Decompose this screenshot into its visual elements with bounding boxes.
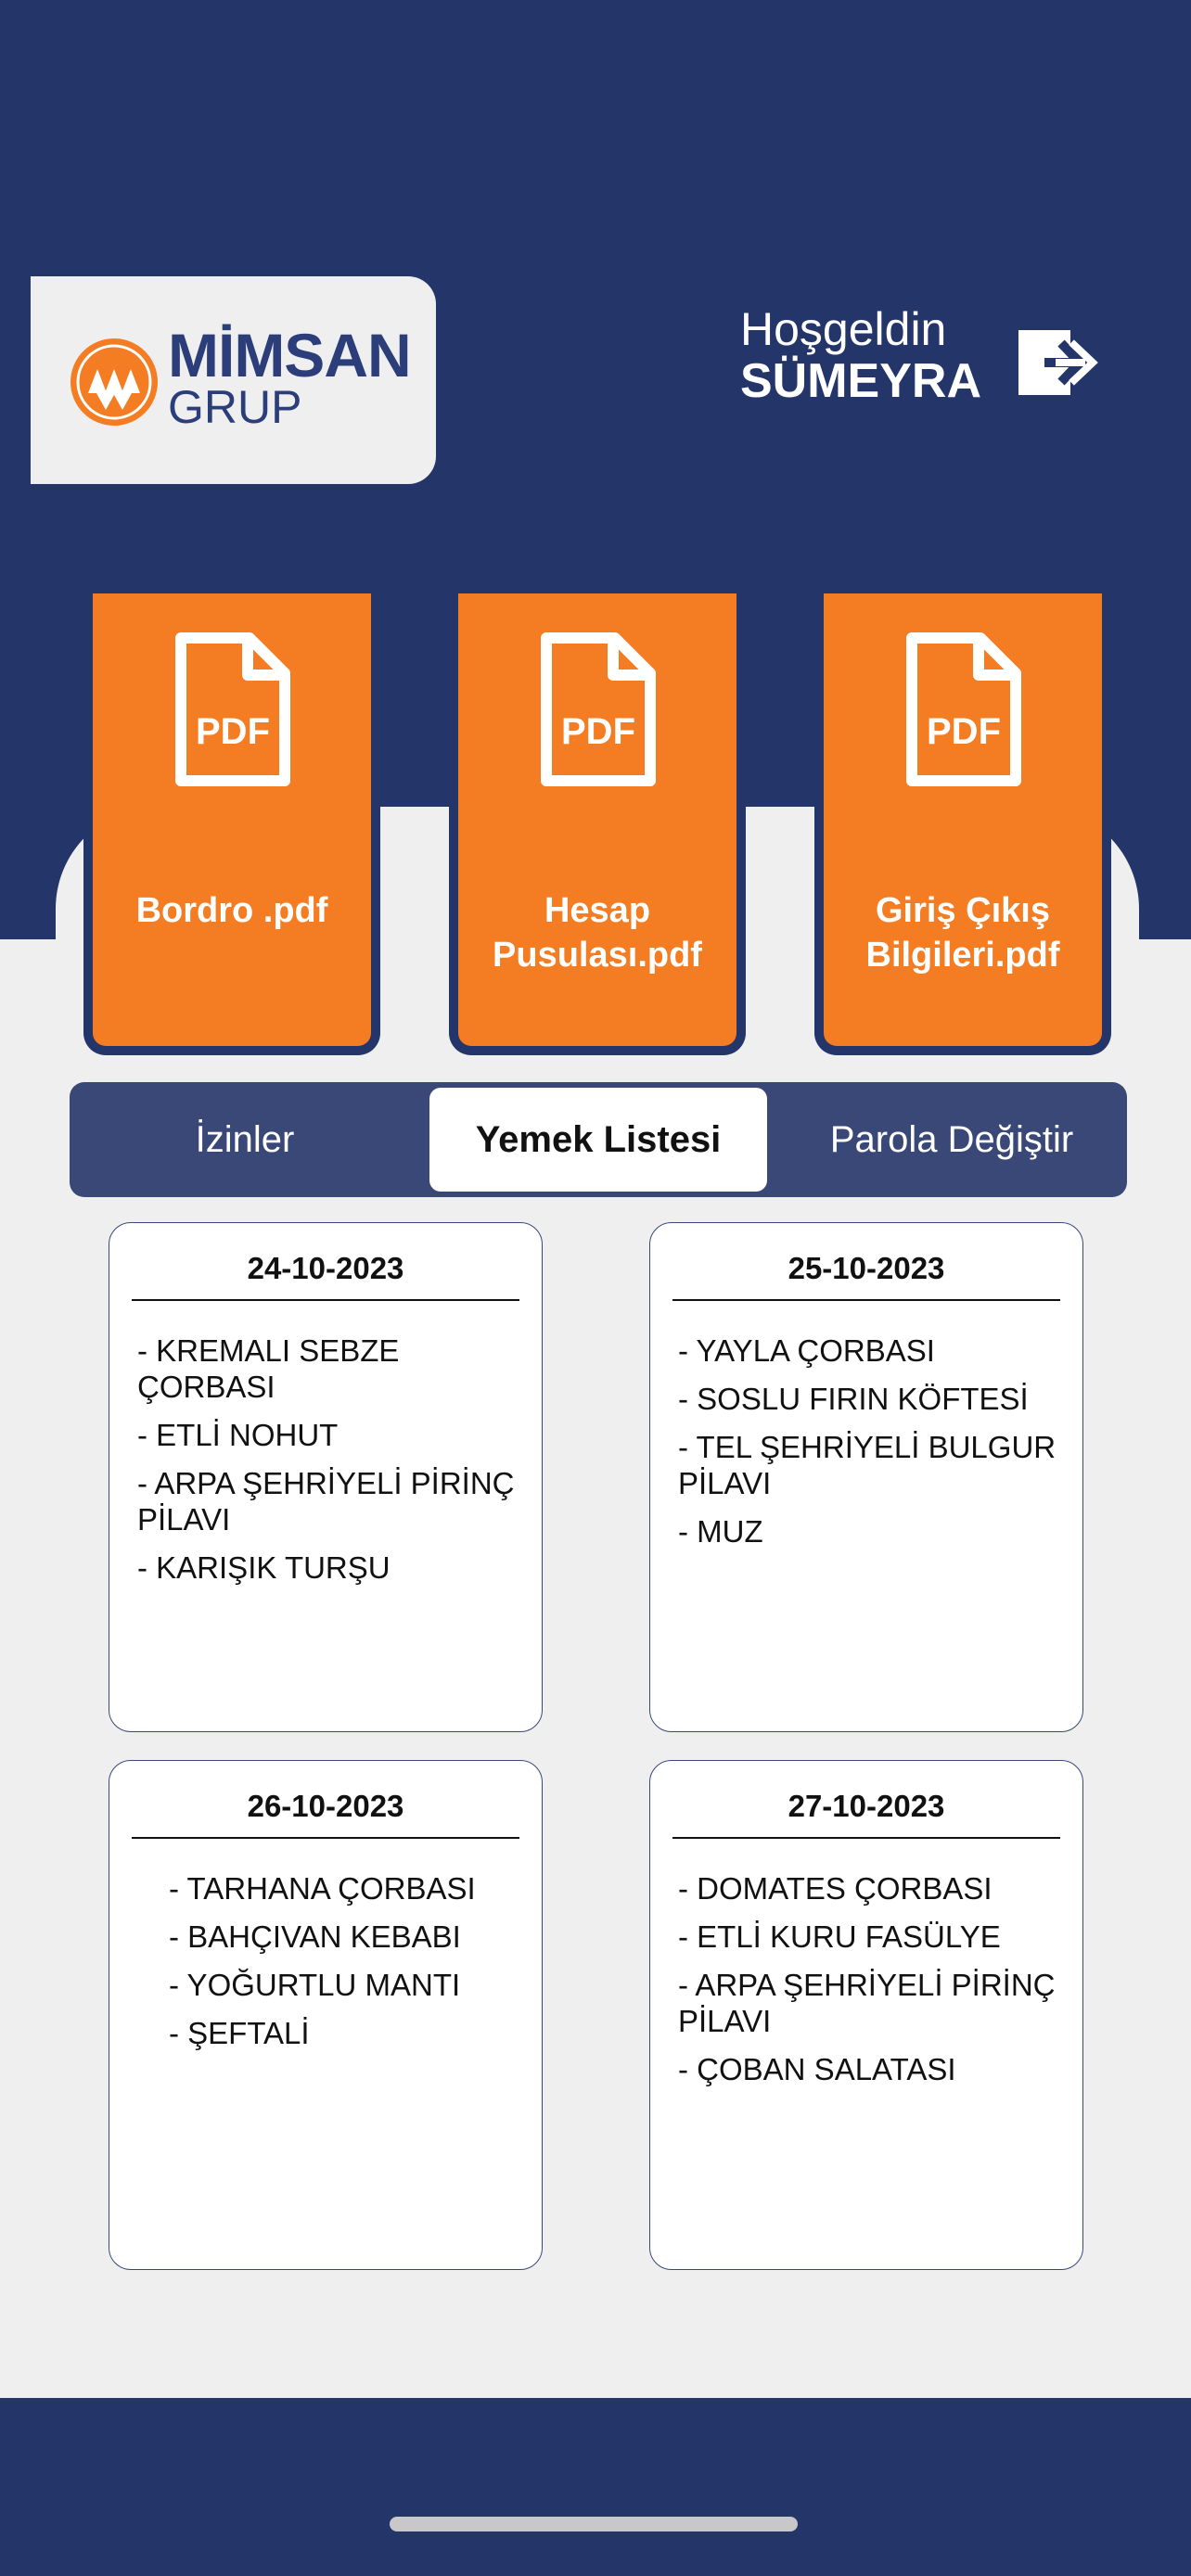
- menu-divider: [672, 1299, 1060, 1301]
- pdf-file-icon: [903, 631, 1023, 788]
- menu-divider: [132, 1837, 519, 1839]
- menu-item: - DOMATES ÇORBASI: [678, 1871, 992, 1906]
- svg-text:PDF: PDF: [561, 711, 635, 752]
- pdf-file-icon: [537, 631, 658, 788]
- tab-parola-degistir[interactable]: Parola Değiştir: [829, 1118, 1074, 1160]
- menu-item: - ETLİ KURU FASÜLYE: [678, 1919, 1001, 1954]
- menu-item: - YOĞURTLU MANTI: [169, 1968, 461, 2002]
- logout-arrow-icon[interactable]: [1018, 330, 1100, 395]
- menu-card-day-1: [109, 1222, 543, 1732]
- menu-item: - BAHÇIVAN KEBABI: [169, 1919, 461, 1954]
- menu-card-day-4: [649, 1760, 1083, 2270]
- menu-item: - MUZ: [678, 1514, 763, 1549]
- menu-item: - YAYLA ÇORBASI: [678, 1333, 935, 1368]
- menu-item: - ÇOBAN SALATASI: [678, 2052, 956, 2086]
- menu-item: - SOSLU FIRIN KÖFTESİ: [678, 1382, 1029, 1416]
- greeting-text: Hoşgeldin: [740, 303, 947, 355]
- menu-card-day-3: [109, 1760, 543, 2270]
- tab-izinler[interactable]: İzinler: [195, 1118, 295, 1160]
- menu-item-list: [169, 1870, 519, 2063]
- menu-item-list: [678, 1333, 1060, 1562]
- menu-divider: [132, 1299, 519, 1301]
- menu-item: - TARHANA ÇORBASI: [169, 1871, 476, 1906]
- menu-item: - KREMALI SEBZE ÇORBASI: [137, 1333, 400, 1404]
- company-logo-card: [31, 276, 436, 484]
- user-name: SÜMEYRA: [740, 354, 982, 408]
- logo-brand-text: MİMSAN: [168, 321, 411, 389]
- document-label: Bordro .pdf: [135, 891, 328, 930]
- menu-date: 24-10-2023: [247, 1251, 404, 1285]
- menu-date: 26-10-2023: [247, 1789, 404, 1823]
- menu-item-list: [678, 1870, 1060, 2099]
- menu-item: - ŞEFTALİ: [169, 2016, 310, 2050]
- document-label: Hesap Pusulası.pdf: [493, 891, 702, 975]
- menu-card-day-2: [649, 1222, 1083, 1732]
- document-bordro[interactable]: [83, 593, 380, 1055]
- document-label: Giriş Çıkış Bilgileri.pdf: [865, 891, 1060, 975]
- menu-item-list: [137, 1333, 519, 1598]
- document-giris-cikis[interactable]: [814, 593, 1111, 1055]
- menu-date: 25-10-2023: [788, 1251, 945, 1285]
- svg-text:PDF: PDF: [196, 711, 270, 752]
- tab-bar: [70, 1082, 1127, 1197]
- menu-item: - KARIŞIK TURŞU: [137, 1550, 391, 1585]
- bottom-bar: [0, 2398, 1191, 2576]
- mimsan-logo-icon: [68, 336, 160, 428]
- logo-sub-text: GRUP: [168, 381, 302, 433]
- menu-item: - ARPA ŞEHRİYELİ PİRİNÇ PİLAVI: [678, 1968, 1056, 2038]
- logo-wordmark: [168, 321, 411, 433]
- menu-item: - TEL ŞEHRİYELİ BULGUR PİLAVI: [678, 1430, 1057, 1500]
- svg-text:PDF: PDF: [927, 711, 1001, 752]
- welcome-block: [740, 304, 981, 408]
- menu-date: 27-10-2023: [788, 1789, 945, 1823]
- menu-item: - ETLİ NOHUT: [137, 1418, 339, 1452]
- home-indicator[interactable]: [390, 2517, 798, 2531]
- tab-yemek-listesi[interactable]: Yemek Listesi: [429, 1088, 767, 1192]
- pdf-file-icon: [172, 631, 292, 788]
- document-hesap-pusulasi[interactable]: [449, 593, 746, 1055]
- menu-item: - ARPA ŞEHRİYELİ PİRİNÇ PİLAVI: [137, 1466, 515, 1537]
- menu-divider: [672, 1837, 1060, 1839]
